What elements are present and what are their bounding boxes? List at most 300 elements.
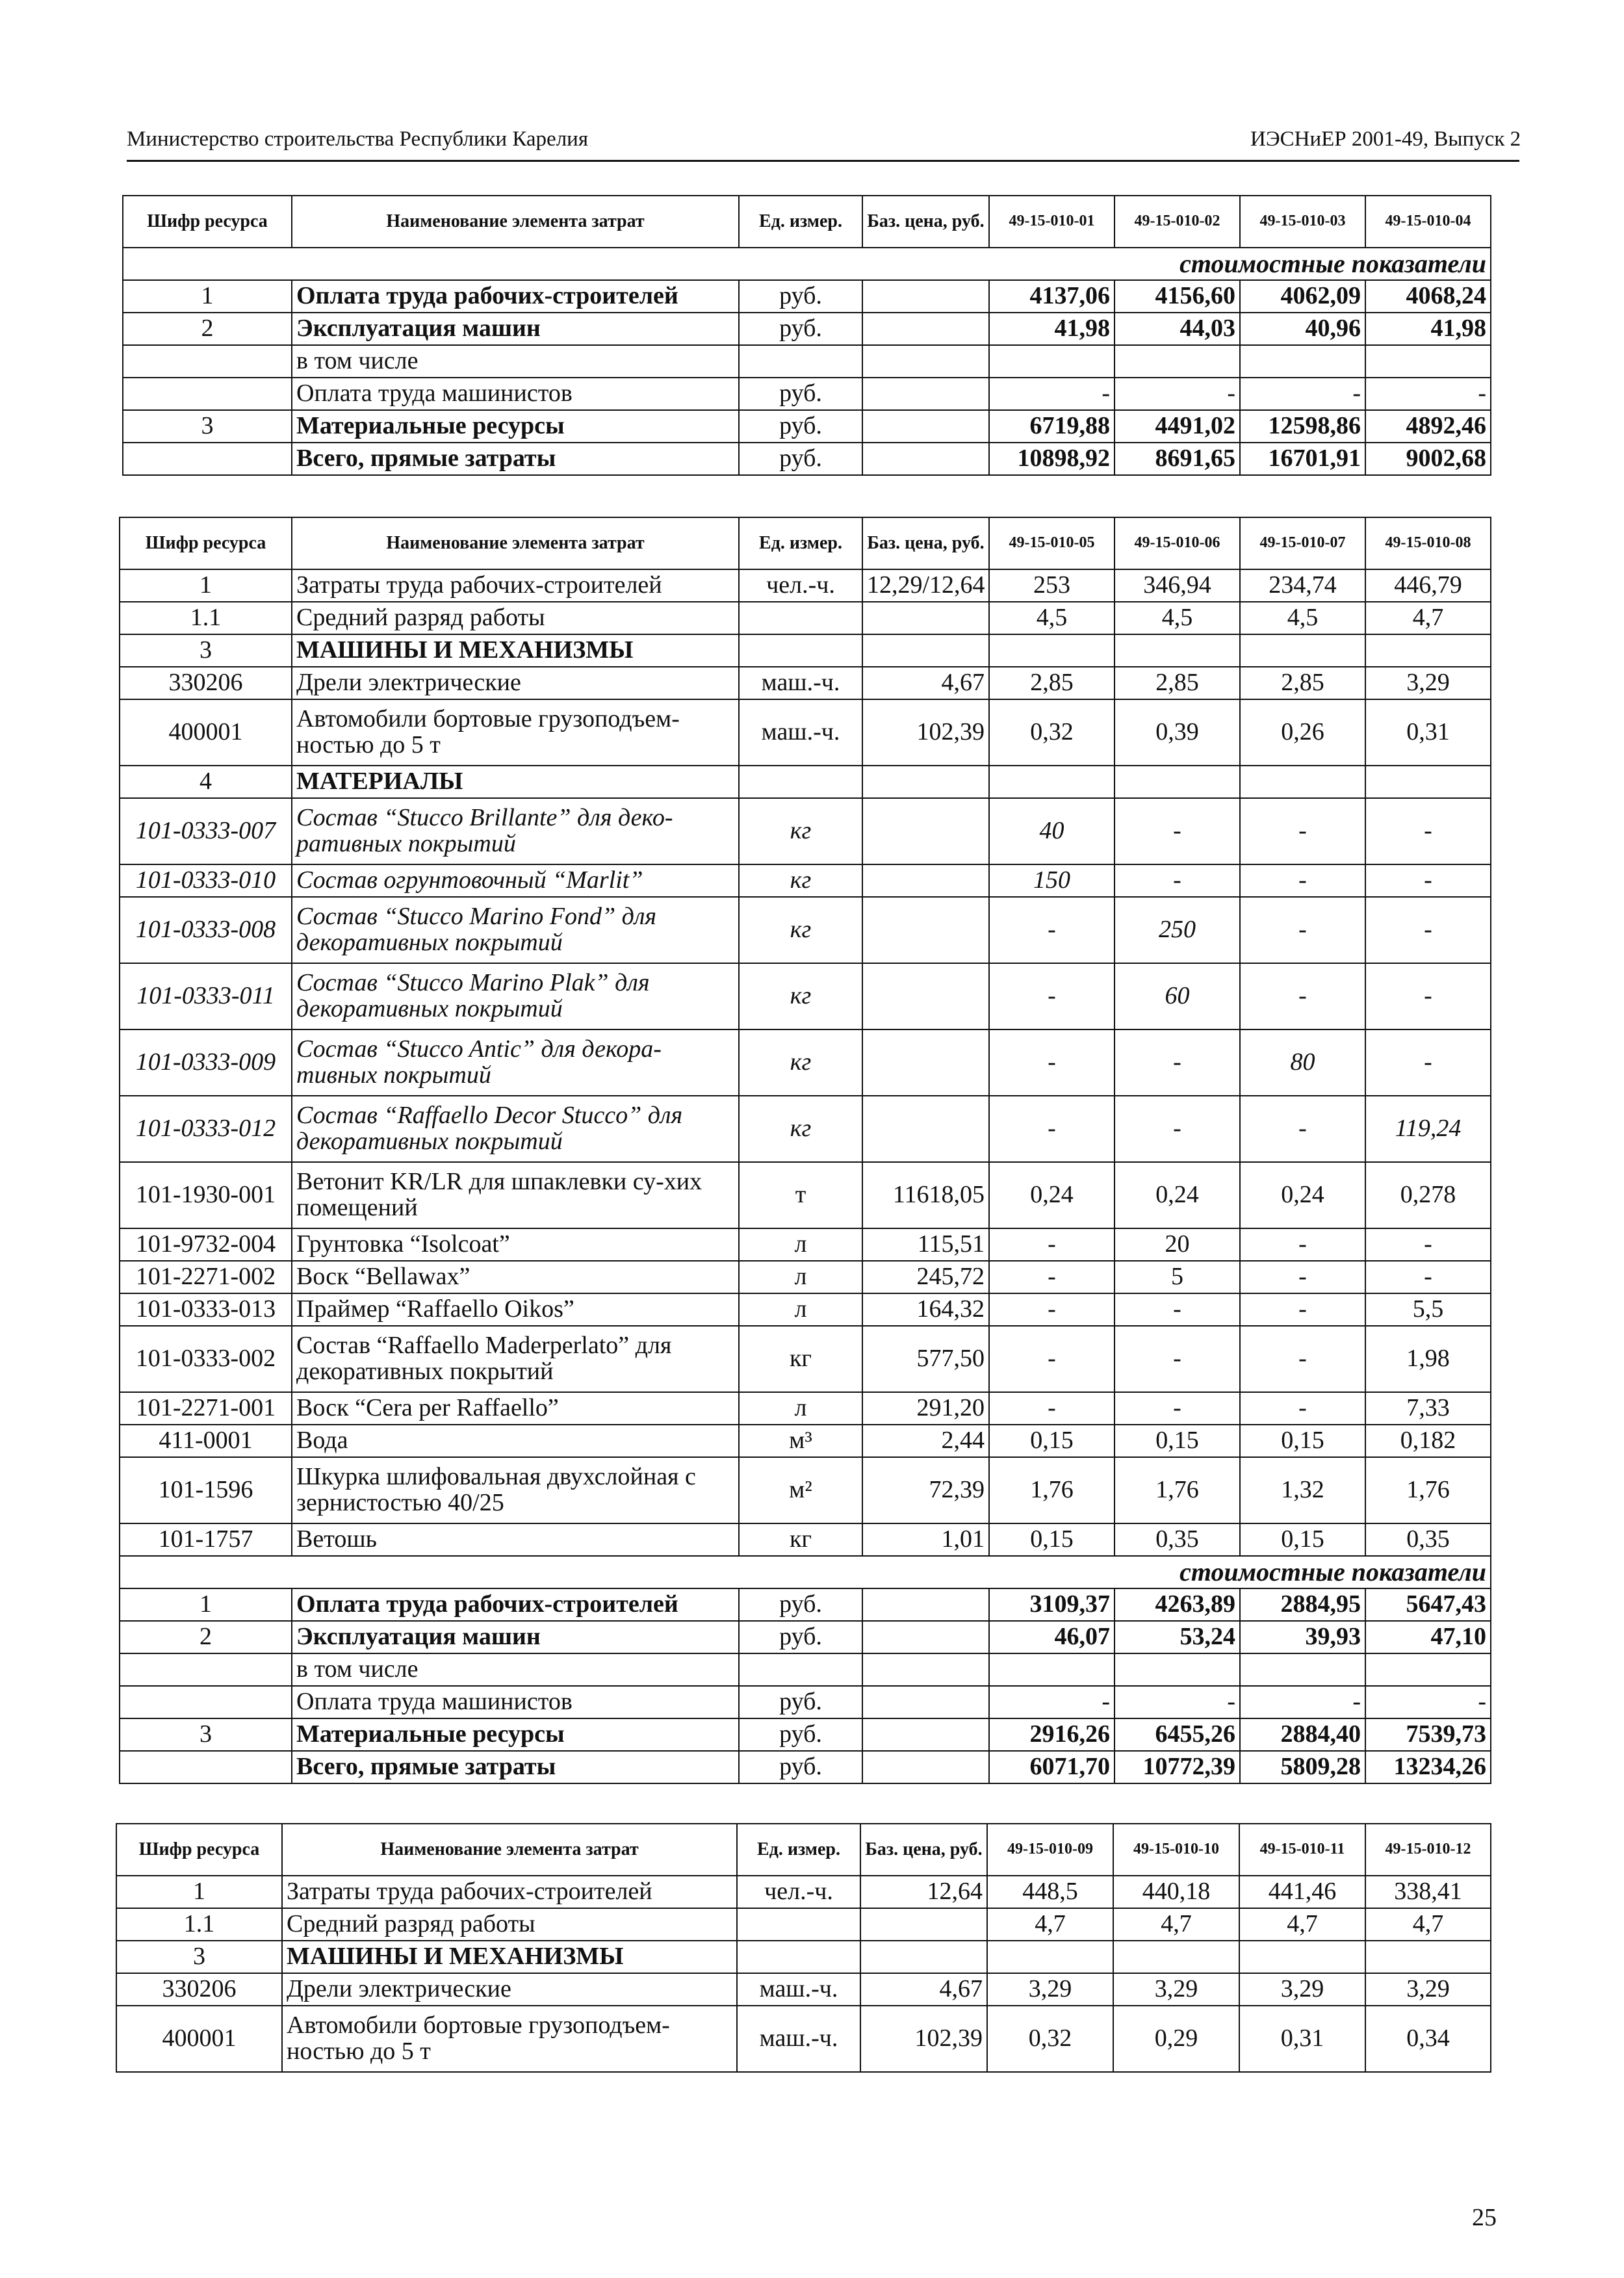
unit-cell: л: [739, 1228, 862, 1261]
table-row: [120, 667, 1491, 699]
base-price-cell: 164,32: [862, 1293, 989, 1326]
value-cell: -: [989, 1392, 1115, 1425]
base-price-cell: [862, 1686, 989, 1718]
value-cell: [1365, 1941, 1491, 1973]
unit-cell: [739, 634, 862, 667]
col-price-header: Баз. цена, руб.: [862, 196, 989, 248]
value-cell: 0,35: [1365, 1523, 1491, 1556]
value-cell: 2884,95: [1240, 1588, 1365, 1621]
unit-cell: маш.-ч.: [737, 1973, 860, 2006]
base-price-cell: [862, 410, 989, 443]
unit-cell: кг: [739, 963, 862, 1029]
value-cell: 60: [1115, 963, 1240, 1029]
unit-cell: маш.-ч.: [739, 667, 862, 699]
table-row: [123, 345, 1491, 378]
value-cell: 10772,39: [1115, 1751, 1240, 1783]
value-cell: 6071,70: [989, 1751, 1115, 1783]
unit-cell: м³: [739, 1425, 862, 1457]
resource-name-cell: Средний разряд работы: [292, 602, 739, 634]
resource-code-cell: 1: [120, 569, 292, 602]
resource-name-cell: Эксплуатация машин: [292, 1621, 739, 1653]
section-caption-row: [123, 248, 1491, 280]
resource-code-cell: 3: [116, 1941, 282, 1973]
table-row: [120, 766, 1491, 798]
value-cell: 234,74: [1240, 569, 1365, 602]
value-cell: -: [1240, 1392, 1365, 1425]
value-cell: 9002,68: [1365, 443, 1491, 475]
resource-code-cell: 101-0333-008: [120, 897, 292, 963]
value-cell: 3,29: [1365, 667, 1491, 699]
table-row: [120, 1096, 1491, 1162]
base-price-cell: [862, 1588, 989, 1621]
resource-name-cell: Состав “Stucco Antic” для декора-тивных покрытий: [292, 1029, 739, 1096]
value-cell: [989, 345, 1115, 378]
value-cell: -: [1115, 1326, 1240, 1392]
value-cell: 4,5: [989, 602, 1115, 634]
value-cell: [1365, 345, 1491, 378]
col-code-header: Шифр ресурса: [123, 196, 292, 248]
table-row: [116, 2006, 1491, 2072]
base-price-cell: [862, 345, 989, 378]
base-price-cell: 12,29/12,64: [862, 569, 989, 602]
base-price-cell: 72,39: [862, 1457, 989, 1523]
col-name-header: Наименование элемента затрат: [292, 517, 739, 569]
table-row: [120, 1326, 1491, 1392]
value-cell: -: [1115, 864, 1240, 897]
base-price-cell: [860, 1908, 987, 1941]
col-norm-header: 49-15-010-09: [987, 1824, 1113, 1876]
resource-name-cell: Шкурка шлифовальная двухслойная с зернистостью 40/25: [292, 1457, 739, 1523]
resource-code-cell: 101-0333-011: [120, 963, 292, 1029]
resource-code-cell: 330206: [116, 1973, 282, 2006]
resource-name-cell: МАТЕРИАЛЫ: [292, 766, 739, 798]
unit-cell: маш.-ч.: [739, 699, 862, 766]
value-cell: 39,93: [1240, 1621, 1365, 1653]
unit-cell: кг: [739, 798, 862, 864]
value-cell: -: [1240, 1686, 1365, 1718]
value-cell: 0,26: [1240, 699, 1365, 766]
resource-name-cell: Вода: [292, 1425, 739, 1457]
col-norm-header: 49-15-010-01: [989, 196, 1115, 248]
value-cell: 5: [1115, 1261, 1240, 1293]
resource-code-cell: 101-0333-002: [120, 1326, 292, 1392]
value-cell: 6719,88: [989, 410, 1115, 443]
resource-name-cell: Грунтовка “Isolcoat”: [292, 1228, 739, 1261]
value-cell: 0,31: [1239, 2006, 1365, 2072]
value-cell: -: [1365, 378, 1491, 410]
value-cell: [1365, 1653, 1491, 1686]
resource-name-cell: Воск “Bellawax”: [292, 1261, 739, 1293]
unit-cell: л: [739, 1293, 862, 1326]
value-cell: 7539,73: [1365, 1718, 1491, 1751]
value-cell: 448,5: [987, 1876, 1113, 1908]
resource-name-cell: Ветошь: [292, 1523, 739, 1556]
table-row: [123, 313, 1491, 345]
table-row: [120, 634, 1491, 667]
value-cell: 7,33: [1365, 1392, 1491, 1425]
value-cell: [1240, 634, 1365, 667]
value-cell: 13234,26: [1365, 1751, 1491, 1783]
value-cell: -: [989, 897, 1115, 963]
resource-table-2: [119, 517, 1491, 1784]
resource-code-cell: [120, 1686, 292, 1718]
base-price-cell: 102,39: [862, 699, 989, 766]
value-cell: 3,29: [987, 1973, 1113, 2006]
unit-cell: руб.: [739, 1718, 862, 1751]
value-cell: [987, 1941, 1113, 1973]
table-row: [120, 602, 1491, 634]
col-norm-header: 49-15-010-05: [989, 517, 1115, 569]
value-cell: -: [1365, 963, 1491, 1029]
value-cell: 3,29: [1113, 1973, 1239, 2006]
unit-cell: чел.-ч.: [737, 1876, 860, 1908]
resource-code-cell: [123, 378, 292, 410]
base-price-cell: 12,64: [860, 1876, 987, 1908]
value-cell: 0,15: [989, 1425, 1115, 1457]
base-price-cell: 4,67: [862, 667, 989, 699]
resource-code-cell: 3: [120, 634, 292, 667]
resource-code-cell: 400001: [120, 699, 292, 766]
value-cell: -: [1365, 897, 1491, 963]
resource-table-3: [116, 1823, 1491, 2073]
value-cell: 4,7: [987, 1908, 1113, 1941]
section-caption-row: [120, 1556, 1491, 1588]
table-row: [120, 1621, 1491, 1653]
base-price-cell: [862, 1096, 989, 1162]
value-cell: 4137,06: [989, 280, 1115, 313]
resource-code-cell: 101-0333-012: [120, 1096, 292, 1162]
value-cell: -: [989, 1326, 1115, 1392]
resource-code-cell: 101-0333-009: [120, 1029, 292, 1096]
value-cell: 47,10: [1365, 1621, 1491, 1653]
unit-cell: руб.: [739, 378, 862, 410]
base-price-cell: [862, 864, 989, 897]
unit-cell: руб.: [739, 410, 862, 443]
value-cell: 2884,40: [1240, 1718, 1365, 1751]
resource-name-cell: Дрели электрические: [292, 667, 739, 699]
value-cell: [989, 1653, 1115, 1686]
col-norm-header: 49-15-010-11: [1239, 1824, 1365, 1876]
value-cell: -: [1240, 864, 1365, 897]
value-cell: 5809,28: [1240, 1751, 1365, 1783]
value-cell: [1115, 345, 1240, 378]
base-price-cell: [862, 963, 989, 1029]
value-cell: [1115, 634, 1240, 667]
unit-cell: [739, 1653, 862, 1686]
value-cell: 12598,86: [1240, 410, 1365, 443]
value-cell: [1113, 1941, 1239, 1973]
value-cell: 40,96: [1240, 313, 1365, 345]
base-price-cell: [862, 378, 989, 410]
value-cell: -: [1240, 1293, 1365, 1326]
col-norm-header: 49-15-010-10: [1113, 1824, 1239, 1876]
value-cell: -: [989, 1096, 1115, 1162]
table-row: [120, 1718, 1491, 1751]
value-cell: 2,85: [989, 667, 1115, 699]
resource-name-cell: Состав “Stucco Brillante” для деко-ративных покрытий: [292, 798, 739, 864]
value-cell: 0,278: [1365, 1162, 1491, 1228]
unit-cell: л: [739, 1392, 862, 1425]
value-cell: 0,31: [1365, 699, 1491, 766]
unit-cell: кг: [739, 1523, 862, 1556]
base-price-cell: [862, 634, 989, 667]
value-cell: -: [989, 1228, 1115, 1261]
resource-name-cell: Автомобили бортовые грузоподъем-ностью до 5 т: [292, 699, 739, 766]
base-price-cell: 577,50: [862, 1326, 989, 1392]
value-cell: 0,15: [989, 1523, 1115, 1556]
base-price-cell: 2,44: [862, 1425, 989, 1457]
unit-cell: руб.: [739, 443, 862, 475]
resource-code-cell: 101-0333-010: [120, 864, 292, 897]
unit-cell: руб.: [739, 1751, 862, 1783]
value-cell: [1240, 345, 1365, 378]
value-cell: -: [1365, 1686, 1491, 1718]
value-cell: 4,5: [1115, 602, 1240, 634]
col-unit-header: Ед. измер.: [739, 196, 862, 248]
value-cell: 4,7: [1239, 1908, 1365, 1941]
value-cell: -: [1115, 1293, 1240, 1326]
resource-name-cell: в том числе: [292, 1653, 739, 1686]
value-cell: 41,98: [1365, 313, 1491, 345]
value-cell: 1,98: [1365, 1326, 1491, 1392]
value-cell: [989, 634, 1115, 667]
value-cell: 53,24: [1115, 1621, 1240, 1653]
value-cell: 119,24: [1365, 1096, 1491, 1162]
value-cell: -: [1240, 963, 1365, 1029]
table-row: [120, 699, 1491, 766]
value-cell: 1,76: [989, 1457, 1115, 1523]
value-cell: 4,7: [1365, 602, 1491, 634]
value-cell: 0,15: [1115, 1425, 1240, 1457]
value-cell: 0,182: [1365, 1425, 1491, 1457]
value-cell: 16701,91: [1240, 443, 1365, 475]
running-header-left: Министерство строительства Республики Карелия: [127, 127, 589, 151]
col-norm-header: 49-15-010-06: [1115, 517, 1240, 569]
value-cell: -: [1240, 1261, 1365, 1293]
base-price-cell: [862, 313, 989, 345]
unit-cell: л: [739, 1261, 862, 1293]
base-price-cell: 11618,05: [862, 1162, 989, 1228]
value-cell: -: [989, 963, 1115, 1029]
value-cell: -: [1115, 1392, 1240, 1425]
value-cell: 44,03: [1115, 313, 1240, 345]
value-cell: 2,85: [1115, 667, 1240, 699]
value-cell: 250: [1115, 897, 1240, 963]
resource-code-cell: 1: [116, 1876, 282, 1908]
value-cell: -: [1240, 1326, 1365, 1392]
unit-cell: руб.: [739, 1588, 862, 1621]
value-cell: -: [989, 1686, 1115, 1718]
table-row: [123, 378, 1491, 410]
value-cell: -: [1365, 1228, 1491, 1261]
table-row: [116, 1973, 1491, 2006]
resource-name-cell: Оплата труда машинистов: [292, 1686, 739, 1718]
value-cell: 5,5: [1365, 1293, 1491, 1326]
table-row: [120, 798, 1491, 864]
resource-name-cell: Состав огрунтовочный “Marlit”: [292, 864, 739, 897]
resource-name-cell: МАШИНЫ И МЕХАНИЗМЫ: [282, 1941, 737, 1973]
unit-cell: [737, 1941, 860, 1973]
value-cell: -: [1240, 897, 1365, 963]
value-cell: [1365, 634, 1491, 667]
base-price-cell: 115,51: [862, 1228, 989, 1261]
value-cell: 8691,65: [1115, 443, 1240, 475]
value-cell: 6455,26: [1115, 1718, 1240, 1751]
value-cell: 41,98: [989, 313, 1115, 345]
resource-code-cell: 101-0333-013: [120, 1293, 292, 1326]
base-price-cell: [862, 798, 989, 864]
value-cell: 0,24: [1240, 1162, 1365, 1228]
value-cell: [989, 766, 1115, 798]
base-price-cell: [862, 1718, 989, 1751]
resource-name-cell: Материальные ресурсы: [292, 1718, 739, 1751]
resource-code-cell: 1: [120, 1588, 292, 1621]
value-cell: -: [989, 1029, 1115, 1096]
col-norm-header: 49-15-010-07: [1240, 517, 1365, 569]
base-price-cell: [862, 280, 989, 313]
table-row: [123, 410, 1491, 443]
table-header-row: [116, 1824, 1491, 1876]
value-cell: -: [1240, 378, 1365, 410]
value-cell: -: [989, 1293, 1115, 1326]
unit-cell: т: [739, 1162, 862, 1228]
resource-name-cell: Автомобили бортовые грузоподъем-ностью до 5 т: [282, 2006, 737, 2072]
unit-cell: чел.-ч.: [739, 569, 862, 602]
table-row: [120, 1653, 1491, 1686]
unit-cell: кг: [739, 1326, 862, 1392]
table-row: [120, 1588, 1491, 1621]
value-cell: -: [1115, 1029, 1240, 1096]
value-cell: 0,35: [1115, 1523, 1240, 1556]
table-row: [120, 1751, 1491, 1783]
value-cell: 2,85: [1240, 667, 1365, 699]
value-cell: 1,32: [1240, 1457, 1365, 1523]
col-norm-header: 49-15-010-08: [1365, 517, 1491, 569]
value-cell: 0,24: [1115, 1162, 1240, 1228]
base-price-cell: [862, 443, 989, 475]
value-cell: 4068,24: [1365, 280, 1491, 313]
resource-code-cell: 101-1757: [120, 1523, 292, 1556]
table-row: [123, 443, 1491, 475]
value-cell: -: [1115, 1096, 1240, 1162]
col-unit-header: Ед. измер.: [739, 517, 862, 569]
table-row: [120, 864, 1491, 897]
unit-cell: руб.: [739, 1621, 862, 1653]
base-price-cell: [862, 766, 989, 798]
table-row: [120, 1029, 1491, 1096]
value-cell: -: [1115, 1686, 1240, 1718]
value-cell: 4,7: [1365, 1908, 1491, 1941]
value-cell: -: [1240, 798, 1365, 864]
value-cell: -: [1115, 798, 1240, 864]
table-row: [116, 1941, 1491, 1973]
value-cell: 338,41: [1365, 1876, 1491, 1908]
resource-code-cell: 330206: [120, 667, 292, 699]
resource-name-cell: Состав “Stucco Marino Plak” для декоративных покрытий: [292, 963, 739, 1029]
col-price-header: Баз. цена, руб.: [860, 1824, 987, 1876]
base-price-cell: [862, 1751, 989, 1783]
table-row: [120, 897, 1491, 963]
resource-code-cell: 2: [123, 313, 292, 345]
unit-cell: кг: [739, 1029, 862, 1096]
value-cell: 253: [989, 569, 1115, 602]
value-cell: 4156,60: [1115, 280, 1240, 313]
value-cell: 4062,09: [1240, 280, 1365, 313]
value-cell: 150: [989, 864, 1115, 897]
value-cell: [1239, 1941, 1365, 1973]
value-cell: 440,18: [1113, 1876, 1239, 1908]
value-cell: -: [1365, 1029, 1491, 1096]
unit-cell: руб.: [739, 280, 862, 313]
value-cell: 1,76: [1365, 1457, 1491, 1523]
value-cell: 10898,92: [989, 443, 1115, 475]
value-cell: 80: [1240, 1029, 1365, 1096]
value-cell: [1365, 766, 1491, 798]
unit-cell: кг: [739, 864, 862, 897]
value-cell: 0,32: [987, 2006, 1113, 2072]
unit-cell: м²: [739, 1457, 862, 1523]
resource-name-cell: Материальные ресурсы: [292, 410, 739, 443]
value-cell: -: [1365, 798, 1491, 864]
value-cell: [1115, 766, 1240, 798]
col-norm-header: 49-15-010-12: [1365, 1824, 1491, 1876]
unit-cell: руб.: [739, 1686, 862, 1718]
resource-name-cell: Ветонит KR/LR для шпаклевки су-хих помещений: [292, 1162, 739, 1228]
base-price-cell: 245,72: [862, 1261, 989, 1293]
resource-name-cell: в том числе: [292, 345, 739, 378]
table-row: [120, 963, 1491, 1029]
resource-name-cell: Состав “Stucco Marino Fond” для декоративных покрытий: [292, 897, 739, 963]
value-cell: 20: [1115, 1228, 1240, 1261]
base-price-cell: [862, 1621, 989, 1653]
base-price-cell: [860, 1941, 987, 1973]
table-row: [120, 1686, 1491, 1718]
value-cell: 446,79: [1365, 569, 1491, 602]
resource-code-cell: 101-2271-001: [120, 1392, 292, 1425]
value-cell: -: [1240, 1096, 1365, 1162]
value-cell: 0,29: [1113, 2006, 1239, 2072]
value-cell: 2916,26: [989, 1718, 1115, 1751]
resource-name-cell: Оплата труда рабочих-строителей: [292, 1588, 739, 1621]
resource-name-cell: МАШИНЫ И МЕХАНИЗМЫ: [292, 634, 739, 667]
resource-name-cell: Эксплуатация машин: [292, 313, 739, 345]
col-norm-header: 49-15-010-03: [1240, 196, 1365, 248]
resource-name-cell: Средний разряд работы: [282, 1908, 737, 1941]
resource-code-cell: 101-0333-007: [120, 798, 292, 864]
table-row: [120, 1293, 1491, 1326]
resource-name-cell: Оплата труда машинистов: [292, 378, 739, 410]
unit-cell: маш.-ч.: [737, 2006, 860, 2072]
resource-code-cell: 101-1596: [120, 1457, 292, 1523]
value-cell: 441,46: [1239, 1876, 1365, 1908]
resource-code-cell: 4: [120, 766, 292, 798]
value-cell: 4263,89: [1115, 1588, 1240, 1621]
value-cell: 0,34: [1365, 2006, 1491, 2072]
unit-cell: кг: [739, 1096, 862, 1162]
resource-name-cell: Оплата труда рабочих-строителей: [292, 280, 739, 313]
table-row: [120, 1457, 1491, 1523]
resource-name-cell: Дрели электрические: [282, 1973, 737, 2006]
table-row: [116, 1908, 1491, 1941]
resource-code-cell: 101-1930-001: [120, 1162, 292, 1228]
resource-code-cell: 1.1: [120, 602, 292, 634]
table-row: [123, 280, 1491, 313]
table-row: [120, 1523, 1491, 1556]
value-cell: 0,39: [1115, 699, 1240, 766]
value-cell: 4892,46: [1365, 410, 1491, 443]
value-cell: 40: [989, 798, 1115, 864]
col-code-header: Шифр ресурса: [116, 1824, 282, 1876]
